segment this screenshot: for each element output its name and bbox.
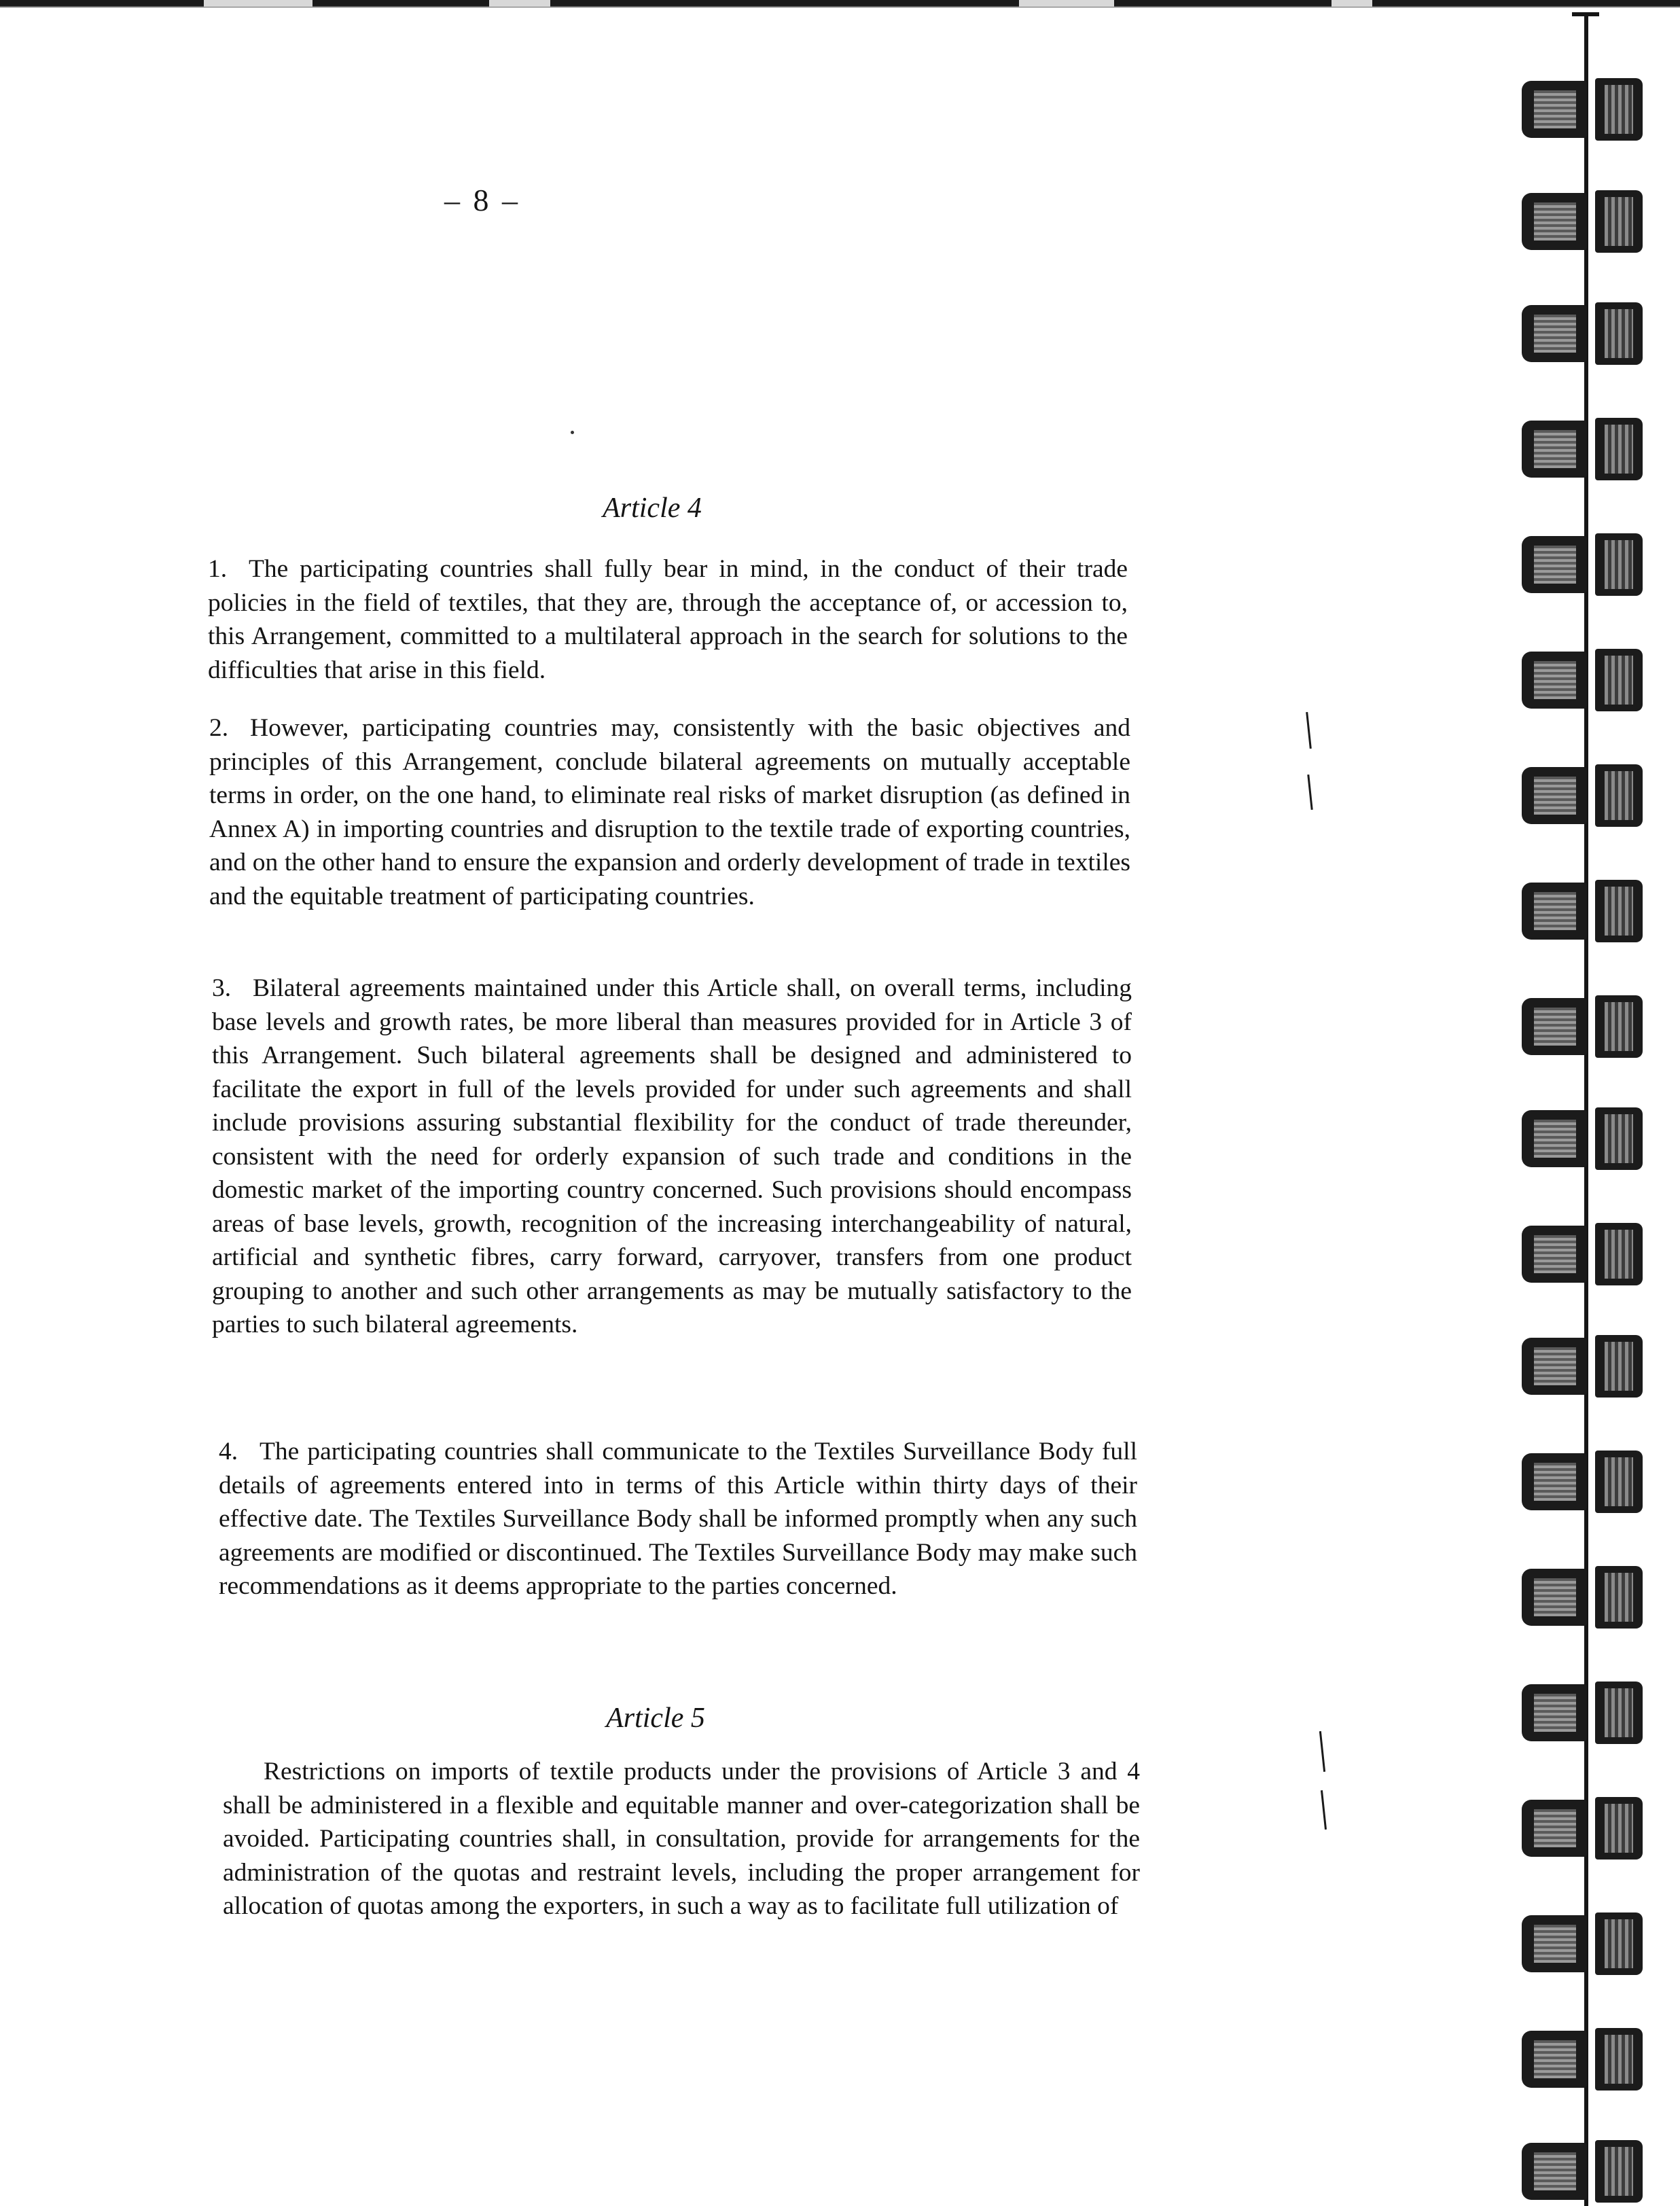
coil-segment xyxy=(1522,81,1587,138)
coil-segment xyxy=(1522,767,1587,824)
coil-segment xyxy=(1522,1110,1587,1167)
article-4-heading: Article 4 xyxy=(603,493,702,524)
coil-segment xyxy=(1595,2140,1643,2203)
stray-ink-dot xyxy=(571,431,574,434)
article-5-paragraph-1 xyxy=(223,1755,1140,1923)
coil-segment xyxy=(1595,190,1643,253)
spiral-binding-coil xyxy=(1522,302,1645,365)
coil-segment xyxy=(1595,78,1643,141)
coil-segment xyxy=(1595,418,1643,480)
coil-segment xyxy=(1522,536,1587,593)
coil-segment xyxy=(1595,1451,1643,1513)
spiral-binding-coil xyxy=(1522,2028,1645,2091)
coil-segment xyxy=(1595,2028,1643,2091)
top-edge-fleck xyxy=(1019,0,1114,7)
coil-segment xyxy=(1595,1107,1643,1170)
paragraph-number: 1. xyxy=(208,555,228,583)
binding-spine-cap xyxy=(1572,12,1599,16)
coil-segment xyxy=(1522,1453,1587,1510)
coil-segment xyxy=(1595,995,1643,1058)
coil-segment xyxy=(1522,1684,1587,1741)
spiral-binding-coil xyxy=(1522,2140,1645,2203)
spiral-binding-coil xyxy=(1522,1335,1645,1398)
spiral-binding-coil xyxy=(1522,764,1645,827)
coil-segment xyxy=(1522,2143,1587,2200)
coil-segment xyxy=(1595,1797,1643,1860)
coil-segment xyxy=(1522,421,1587,478)
coil-segment xyxy=(1522,652,1587,709)
margin-change-bar xyxy=(1306,712,1312,749)
paragraph-number: 2. xyxy=(209,714,229,742)
article-4-paragraph-3 xyxy=(212,972,1132,1342)
coil-segment xyxy=(1522,1338,1587,1395)
coil-segment xyxy=(1522,305,1587,362)
margin-change-bar xyxy=(1321,1790,1327,1830)
coil-segment xyxy=(1595,1566,1643,1629)
coil-segment xyxy=(1595,880,1643,942)
top-edge-fleck xyxy=(1332,0,1372,7)
spiral-binding-coil xyxy=(1522,1682,1645,1744)
spiral-binding-coil xyxy=(1522,190,1645,253)
spiral-binding-coil xyxy=(1522,1797,1645,1860)
paragraph-number: 4. xyxy=(219,1438,238,1465)
coil-segment xyxy=(1595,302,1643,365)
spiral-binding-coil xyxy=(1522,1223,1645,1285)
spiral-binding-coil xyxy=(1522,1566,1645,1629)
coil-segment xyxy=(1595,1335,1643,1398)
coil-segment xyxy=(1522,1569,1587,1626)
paragraph-text: The participating countries shall communicate to the Textiles Surveillance Body full details of agreements entered into in terms of this Article within thirty days of their effective date. The Textiles Surveillance Body shall be informed promptly when any such agreements are modified or discontinued. The Textiles Surveillance Body may make such recommendations as it deems appropriate to the parties concerned. xyxy=(219,1438,1137,1600)
coil-segment xyxy=(1522,1915,1587,1972)
top-edge-fleck xyxy=(204,0,312,7)
article-4-paragraph-2 xyxy=(209,711,1130,913)
coil-segment xyxy=(1595,533,1643,596)
paragraph-text: Bilateral agreements maintained under this Article shall, on overall terms, including base levels and growth rates, be more liberal than measures provided for in Article 3 of this Arrangement. Such bilateral agreements shall be designed and administered to facilitate the export in full of the levels provided for under such agreements and shall include provisions assuring substantial flexibility for the conduct of trade thereunder, consistent with the need for orderly expansion of such trade and conditions in the domestic market of the importing country concerned. Such provisions should encompass areas of base levels, growth, recognition of the increasing interchangeability of natural, artificial and synthetic fibres, carry forward, carryover, transfers from one product grouping to another and such other arrangements as may be mutually satisfactory to the parties to such bilateral agreements. xyxy=(212,974,1132,1338)
margin-change-bar xyxy=(1307,775,1312,810)
coil-segment xyxy=(1595,1682,1643,1744)
article-4-paragraph-1 xyxy=(208,552,1128,687)
paragraph-number: 3. xyxy=(212,974,232,1002)
spiral-binding-coil xyxy=(1522,649,1645,711)
margin-change-bar xyxy=(1319,1731,1325,1772)
coil-segment xyxy=(1522,193,1587,250)
coil-segment xyxy=(1595,1223,1643,1285)
coil-segment xyxy=(1595,1913,1643,1975)
coil-segment xyxy=(1522,883,1587,940)
article-5-heading: Article 5 xyxy=(606,1703,705,1734)
page-number: – 8 – xyxy=(444,183,520,217)
paragraph-text: The participating countries shall fully bear in mind, in the conduct of their trade policies in the field of textiles, that they are, through the acceptance of, or accession to, this Arrangement, committed to a multilateral approach in the search for solutions to the difficulties that arise in this field. xyxy=(208,555,1128,684)
spiral-binding-coil xyxy=(1522,78,1645,141)
spiral-binding-coil xyxy=(1522,995,1645,1058)
spiral-binding-coil xyxy=(1522,1913,1645,1975)
coil-segment xyxy=(1595,649,1643,711)
article-4-paragraph-4 xyxy=(219,1435,1137,1603)
spiral-binding-coil xyxy=(1522,1107,1645,1170)
coil-segment xyxy=(1522,2031,1587,2088)
coil-segment xyxy=(1522,1800,1587,1857)
spiral-binding-coil xyxy=(1522,880,1645,942)
coil-segment xyxy=(1522,998,1587,1055)
spiral-binding-coil xyxy=(1522,1451,1645,1513)
paragraph-text: Restrictions on imports of textile products under the provisions of Article 3 and 4 shall be administered in a flexible and equitable manner and over-categorization shall be avoided. Participating countries shall, in consultation, provide for arrangements for the administration of the quotas and restraint levels, including the proper arrangement for allocation of quotas among the exporters, in such a way as to facilitate full utilization of xyxy=(223,1758,1140,1920)
coil-segment xyxy=(1595,764,1643,827)
top-edge-fleck xyxy=(489,0,550,7)
spiral-binding-coil xyxy=(1522,533,1645,596)
coil-segment xyxy=(1522,1226,1587,1283)
spiral-binding-coil xyxy=(1522,418,1645,480)
paragraph-text: However, participating countries may, consistently with the basic objectives and principles of this Arrangement, conclude bilateral agreements on mutually acceptable terms in order, on the one hand, to eliminate real risks of market disruption (as defined in Annex A) in importing countries and disruption to the textile trade of exporting countries, and on the other hand to ensure the expansion and orderly development of trade in textiles and the equitable treatment of participating countries. xyxy=(209,714,1130,910)
